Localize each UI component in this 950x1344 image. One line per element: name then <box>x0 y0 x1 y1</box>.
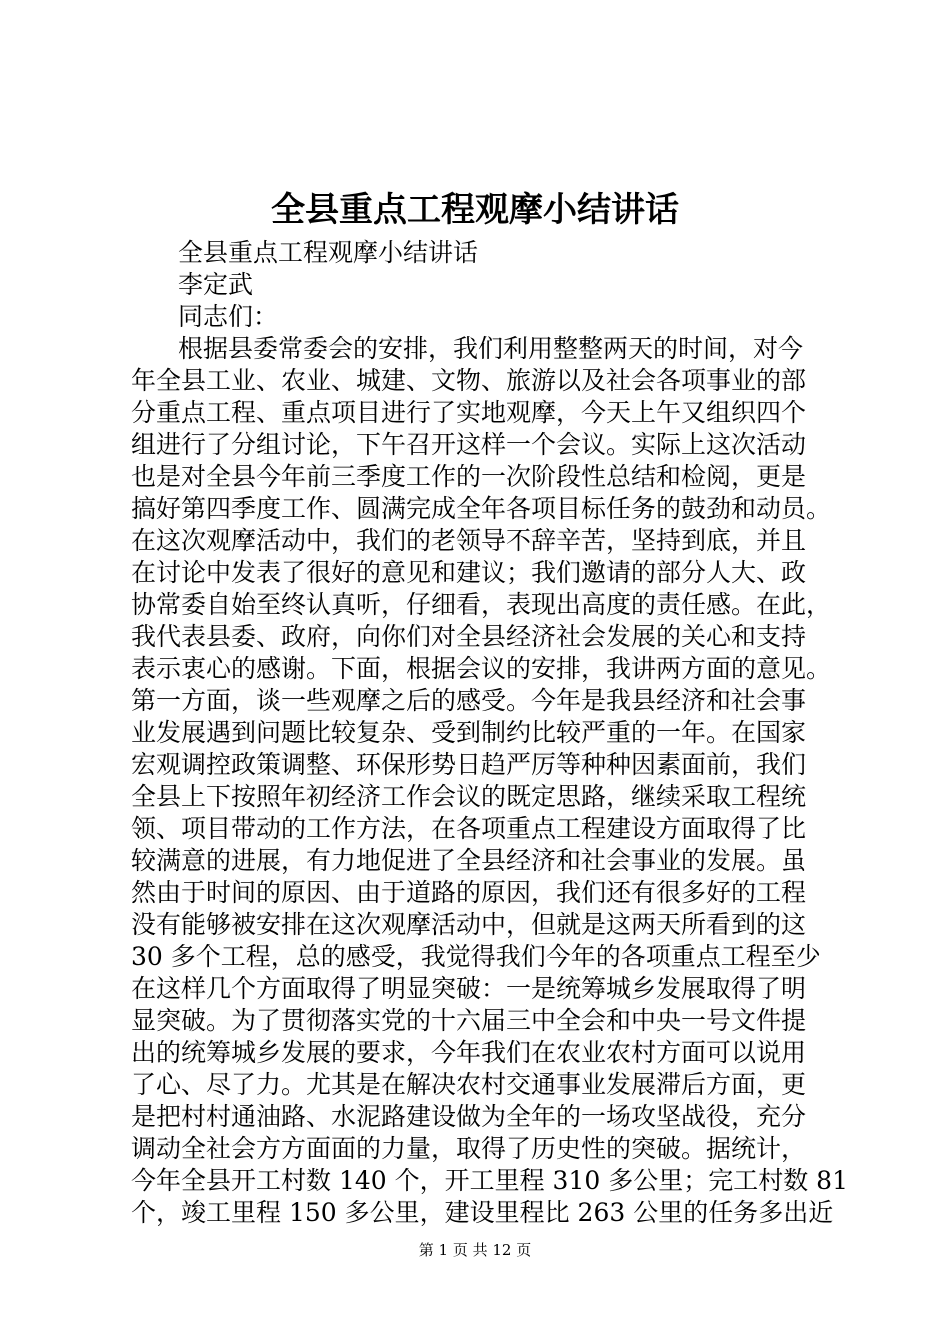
paragraph-line: 然由于时间的原因、由于道路的原因，我们还有很多好的工程 <box>131 878 807 907</box>
paragraph-line: 年全县工业、农业、城建、文物、旅游以及社会各项事业的部 <box>131 366 807 395</box>
paragraph-line: 根据县委常委会的安排，我们利用整整两天的时间，对今 <box>178 334 804 363</box>
paragraph-line: 协常委自始至终认真听，仔细看，表现出高度的责任感。在此， <box>131 590 832 619</box>
paragraph-line: 较满意的进展，有力地促进了全县经济和社会事业的发展。虽 <box>131 846 807 875</box>
paragraph-line: 在这样几个方面取得了明显突破：一是统筹城乡发展取得了明 <box>131 974 807 1003</box>
document-body <box>131 237 848 1229</box>
salutation: 同志们： <box>178 302 279 331</box>
paragraph-line: 没有能够被安排在这次观摩活动中，但就是这两天所看到的这 <box>131 910 807 939</box>
document-subtitle: 全县重点工程观摩小结讲话 <box>178 238 479 267</box>
document-author: 李定武 <box>178 270 254 299</box>
paragraph-line: 显突破。为了贯彻落实党的十六届三中全会和中央一号文件提 <box>131 1006 807 1035</box>
paragraph-line: 出的统筹城乡发展的要求，今年我们在农业农村方面可以说用 <box>131 1038 807 1067</box>
paragraph-line: 今年全县开工村数 140 个，开工里程 310 多公里；完工村数 81 <box>131 1166 848 1195</box>
paragraph-line: 我代表县委、政府，向你们对全县经济社会发展的关心和支持 <box>131 622 807 651</box>
paragraph-line: 调动全社会方方面面的力量，取得了历史性的突破。据统计， <box>131 1134 807 1163</box>
paragraph-line: 在讨论中发表了很好的意见和建议；我们邀请的部分人大、政 <box>131 558 807 587</box>
paragraph <box>131 333 848 1229</box>
paragraph-line: 个，竣工里程 150 多公里，建设里程比 263 公里的任务多出近 <box>131 1198 834 1227</box>
paragraph-line: 了心、尽了力。尤其是在解决农村交通事业发展滞后方面，更 <box>131 1070 807 1099</box>
paragraph-line: 是把村村通油路、水泥路建设做为全年的一场攻坚战役，充分 <box>131 1102 807 1131</box>
paragraph-line: 业发展遇到问题比较复杂、受到制约比较严重的一年。在国家 <box>131 718 807 747</box>
paragraph-line: 也是对全县今年前三季度工作的一次阶段性总结和检阅，更是 <box>131 462 807 491</box>
page-footer: 第 1 页 共 12 页 <box>418 1241 532 1259</box>
paragraph-line: 在这次观摩活动中，我们的老领导不辞辛苦，坚持到底，并且 <box>131 526 807 555</box>
paragraph-line: 领、项目带动的工作方法，在各项重点工程建设方面取得了比 <box>131 814 807 843</box>
paragraph-line: 第一方面，谈一些观摩之后的感受。今年是我县经济和社会事 <box>131 686 807 715</box>
paragraph-line: 表示衷心的感谢。下面，根据会议的安排，我讲两方面的意见。 <box>131 654 832 683</box>
paragraph-line: 组进行了分组讨论，下午召开这样一个会议。实际上这次活动 <box>131 430 807 459</box>
paragraph-line: 搞好第四季度工作、圆满完成全年各项目标任务的鼓劲和动员。 <box>131 494 832 523</box>
paragraph-line: 30 多个工程，总的感受，我觉得我们今年的各项重点工程至少 <box>131 942 821 971</box>
paragraph-line: 全县上下按照年初经济工作会议的既定思路，继续采取工程统 <box>131 782 807 811</box>
paragraph-line: 分重点工程、重点项目进行了实地观摩，今天上午又组织四个 <box>131 398 807 427</box>
document-title: 全县重点工程观摩小结讲话 <box>271 190 679 230</box>
paragraph-line: 宏观调控政策调整、环保形势日趋严厉等种种因素面前，我们 <box>131 750 807 779</box>
